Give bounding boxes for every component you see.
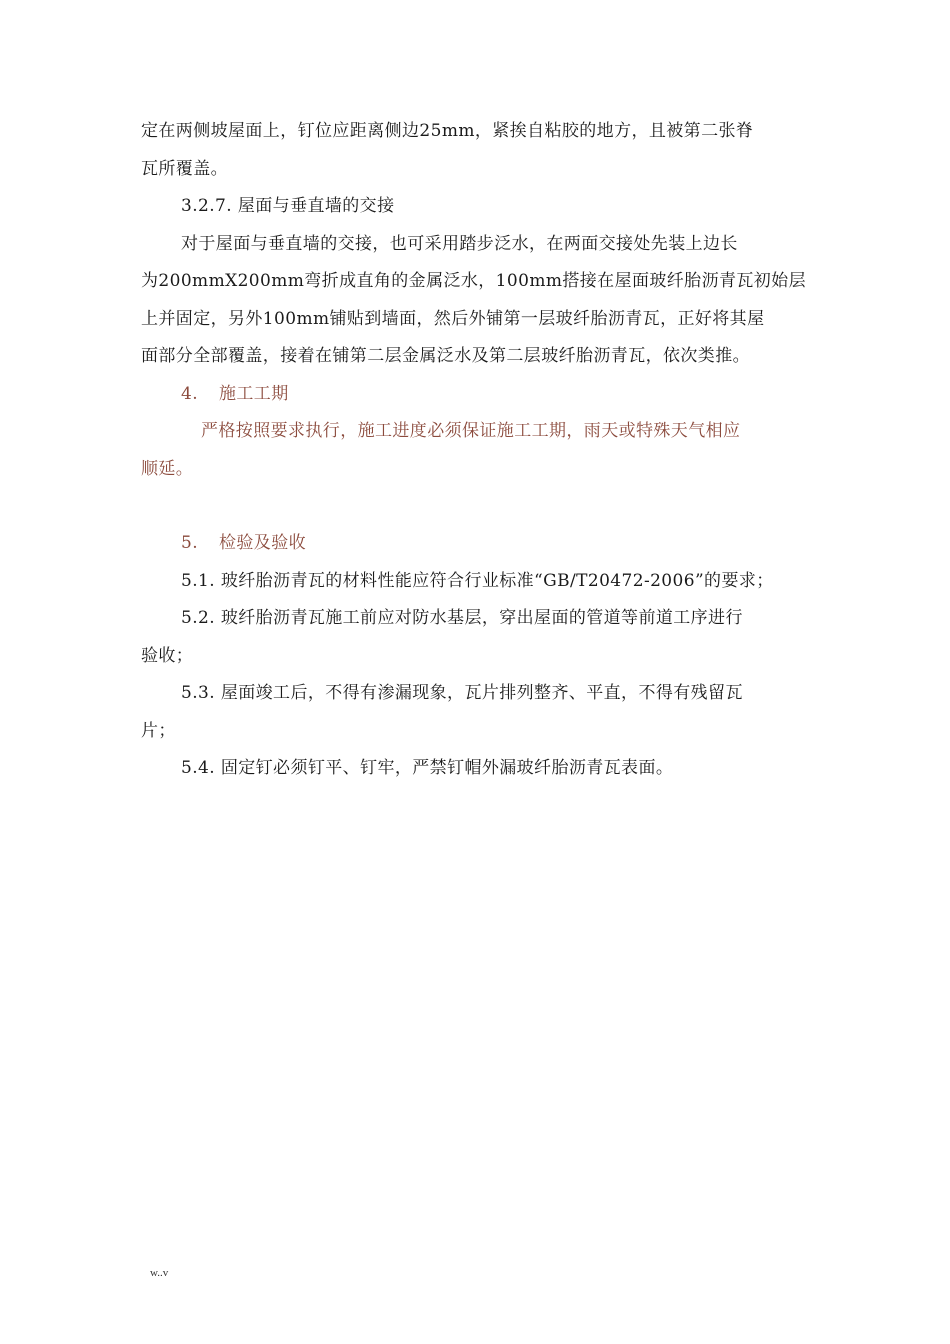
paragraph-line: 上并固定，另外100mm铺贴到墙面，然后外铺第一层玻纤胎沥青瓦，正好将其屋 [141,308,765,329]
paragraph-line: 定在两侧坡屋面上，钉位应距离侧边25mm，紧挨自粘胶的地方，且被第二张脊 [141,121,754,141]
paragraph-line: 严格按照要求执行，施工进度必须保证施工工期，雨天或特殊天气相应 [201,421,741,441]
section-heading-5 [141,525,811,563]
paragraph-line: 顺延。 [141,458,194,479]
section-number: 4. [181,383,199,404]
section-number: 5. [181,533,199,553]
paragraph-line: 对于屋面与垂直墙的交接，也可采用踏步泛水，在两面交接处先装上边长 [181,233,738,254]
list-item-continuation: 验收； [141,645,194,666]
paragraph-line: 面部分全部覆盖，接着在铺第二层金属泛水及第二层玻纤胎沥青瓦，依次类推。 [141,346,750,366]
spacer [141,488,811,525]
paragraph-line: 为200mmX200mm弯折成直角的金属泛水，100mm搭接在屋面玻纤胎沥青瓦初始层 [141,271,806,291]
page-footer: w..v [150,1267,169,1279]
section-heading-4 [141,376,811,414]
list-item: 5.2. 玻纤胎沥青瓦施工前应对防水基层，穿出屋面的管道等前道工序进行 [181,608,743,628]
list-item: 5.3. 屋面竣工后，不得有渗漏现象，瓦片排列整齐、平直，不得有残留瓦 [181,683,743,703]
section-title-3-2-7: 3.2.7. 屋面与垂直墙的交接 [181,196,395,216]
paragraph-line: 瓦所覆盖。 [141,158,228,179]
list-item: 5.4. 固定钉必须钉平、钉牢，严禁钉帽外漏玻纤胎沥青瓦表面。 [181,758,674,778]
list-item: 5.1. 玻纤胎沥青瓦的材料性能应符合行业标准“GB/T20472-2006”的要求； [181,570,774,591]
section-title: 检验及验收 [219,533,306,553]
section-title: 施工工期 [219,383,289,404]
document-page [141,113,811,788]
list-item-continuation: 片； [141,720,176,741]
